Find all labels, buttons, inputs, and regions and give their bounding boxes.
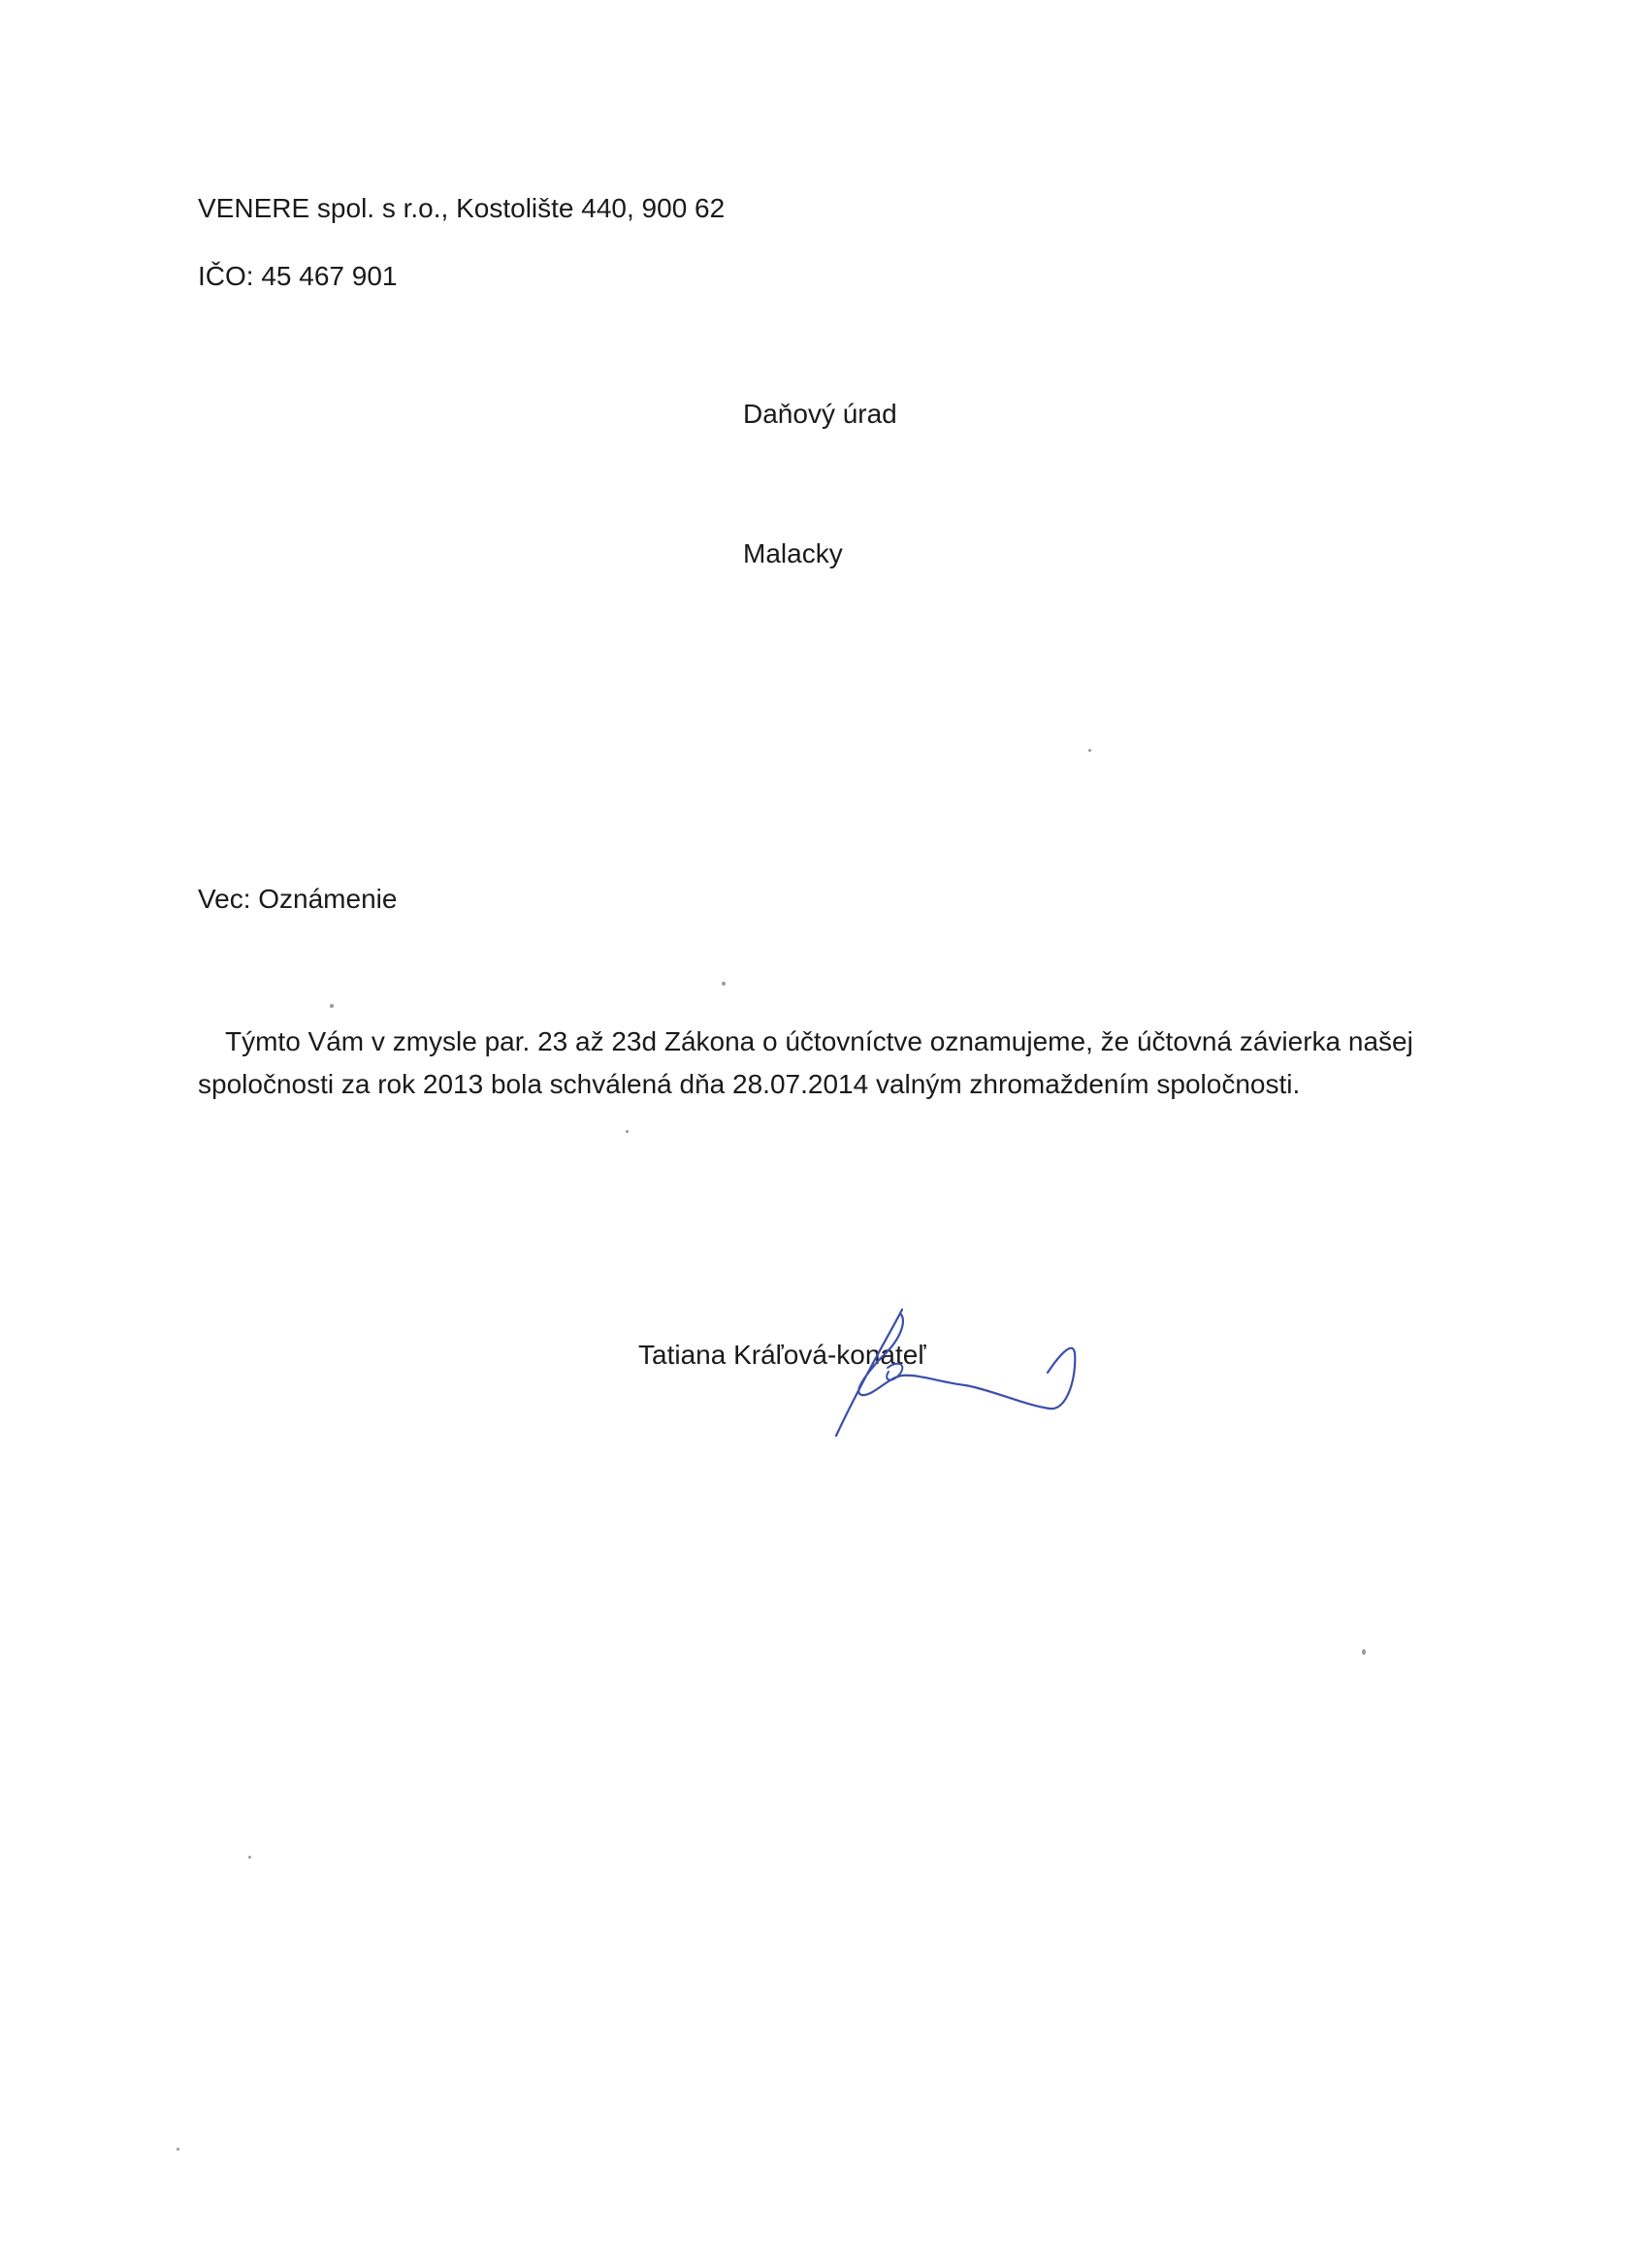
sender-address: VENERE spol. s r.o., Kostolište 440, 900 62 <box>198 193 726 223</box>
body-line-1: Týmto Vám v zmysle par. 23 až 23d Zákona o účtovníctve oznamujeme, že účtovná závierka našej <box>225 1026 1413 1056</box>
scan-speck <box>177 2148 179 2151</box>
scan-speck <box>1088 749 1091 752</box>
recipient-office: Daňový úrad <box>743 399 897 429</box>
handwritten-signature <box>795 1300 1086 1445</box>
recipient-city: Malacky <box>743 538 843 568</box>
scan-speck <box>722 982 726 986</box>
subject-line: Vec: Oznámenie <box>198 884 398 914</box>
sender-ico: IČO: 45 467 901 <box>198 261 398 291</box>
scan-speck <box>626 1130 629 1133</box>
signatory-name: Tatiana Kráľová-konateľ <box>638 1340 926 1370</box>
body-paragraph <box>198 1021 1420 1106</box>
scan-speck <box>248 1856 251 1859</box>
scan-speck <box>330 1004 334 1008</box>
scan-speck <box>1362 1649 1366 1655</box>
signature-stroke <box>836 1310 1075 1436</box>
body-line-2: spoločnosti za rok 2013 bola schválená dňa 28.07.2014 valným zhromaždením spoločnosti. <box>198 1069 1301 1099</box>
